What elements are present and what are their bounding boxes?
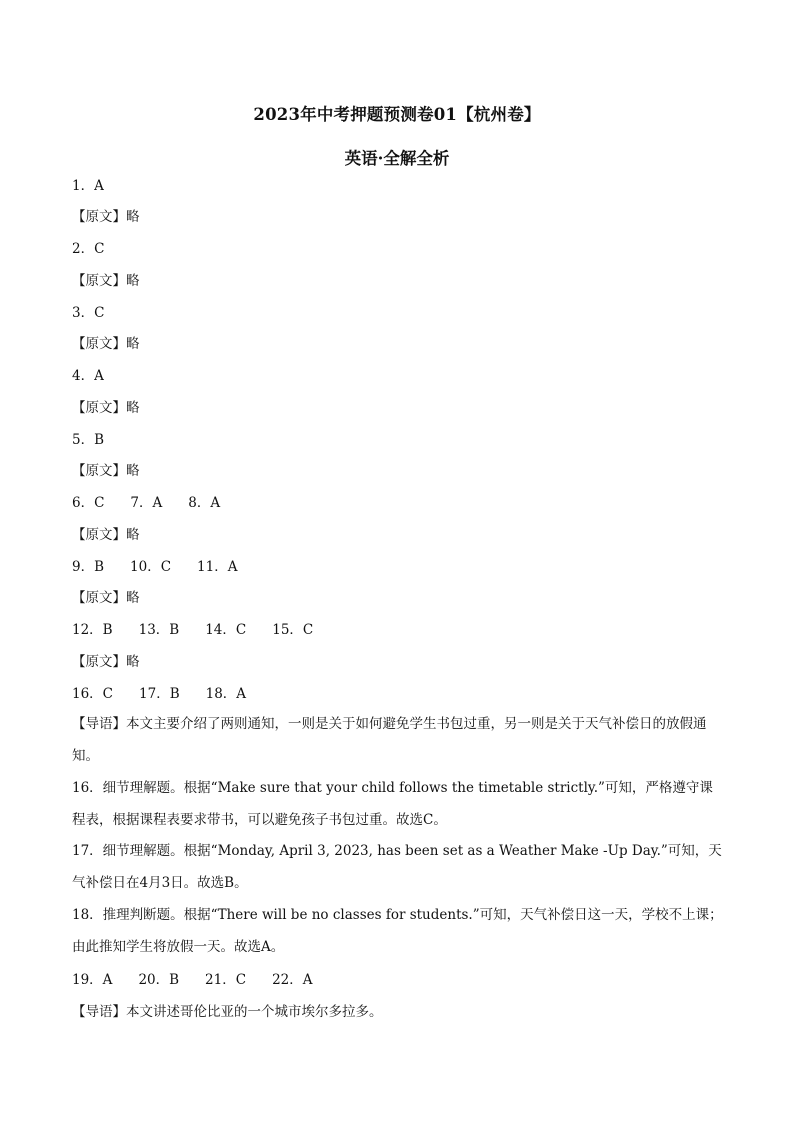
source-note: 【原文】略 bbox=[72, 273, 140, 289]
source-note: 【原文】略 bbox=[72, 654, 140, 670]
source-note: 【原文】略 bbox=[72, 527, 140, 543]
answer-item: 20．B bbox=[138, 972, 180, 988]
answer-item: 16．C bbox=[72, 686, 114, 702]
answer-item: 4．A bbox=[72, 368, 104, 384]
answer-row bbox=[72, 177, 732, 195]
answer-item: 3．C bbox=[72, 305, 105, 321]
source-note: 【原文】略 bbox=[72, 400, 140, 416]
answer-row bbox=[72, 558, 732, 576]
answer-item: 8．A bbox=[188, 495, 221, 511]
answer-item: 12．B bbox=[72, 622, 113, 638]
answer-item: 2．C bbox=[72, 241, 105, 257]
explanation-paragraph: 18．推理判断题。根据“There will be no classes for students.”可知，天气补偿日这一天，学校不上课；由此推知学生将放假一天。故选A。 bbox=[72, 907, 723, 955]
answer-row bbox=[72, 494, 732, 512]
answer-item: 14．C bbox=[205, 622, 247, 638]
explanation-paragraph: 16．细节理解题。根据“Make sure that your child follows the timetable strictly.”可知，严格遵守课程表，根据课程表要求带书，可以避免孩子书包过重。故选C。 bbox=[72, 780, 713, 828]
answer-row bbox=[72, 304, 732, 322]
answer-row bbox=[72, 240, 732, 258]
source-note: 【原文】略 bbox=[72, 209, 140, 225]
answer-item: 19．A bbox=[72, 972, 113, 988]
answer-item: 9．B bbox=[72, 559, 105, 575]
source-note: 【导语】本文讲述哥伦比亚的一个城市埃尔多拉多。 bbox=[72, 1004, 383, 1020]
answer-row bbox=[72, 971, 732, 989]
answer-item: 7．A bbox=[130, 495, 163, 511]
explanation-paragraph: 【导语】本文主要介绍了两则通知，一则是关于如何避免学生书包过重，另一则是关于天气补偿日的放假通知。 bbox=[72, 716, 707, 764]
source-note: 【原文】略 bbox=[72, 590, 140, 606]
answer-item: 1．A bbox=[72, 178, 104, 194]
source-note: 【原文】略 bbox=[72, 463, 140, 479]
answer-row bbox=[72, 621, 732, 639]
answer-item: 6．C bbox=[72, 495, 105, 511]
answer-item: 10．C bbox=[130, 559, 172, 575]
answer-item: 13．B bbox=[138, 622, 180, 638]
page-title: 2023年中考押题预测卷01【杭州卷】 bbox=[253, 105, 541, 124]
answer-item: 5．B bbox=[72, 432, 105, 448]
answer-item: 22．A bbox=[272, 972, 313, 988]
explanation-paragraph: 17．细节理解题。根据“Monday, April 3, 2023, has been set as a Weather Make -Up Day.”可知，天气补偿日在4月3日。故选B。 bbox=[72, 843, 722, 891]
answer-item: 17．B bbox=[139, 686, 180, 702]
answer-row bbox=[72, 431, 732, 449]
answer-item: 21．C bbox=[205, 972, 247, 988]
answer-item: 11．A bbox=[197, 559, 238, 575]
source-note: 【原文】略 bbox=[72, 336, 140, 352]
answer-item: 15．C bbox=[272, 622, 314, 638]
answer-item: 18．A bbox=[205, 686, 247, 702]
answer-row bbox=[72, 367, 732, 385]
page-subtitle: 英语·全解全析 bbox=[344, 149, 450, 168]
answer-row bbox=[72, 685, 732, 703]
